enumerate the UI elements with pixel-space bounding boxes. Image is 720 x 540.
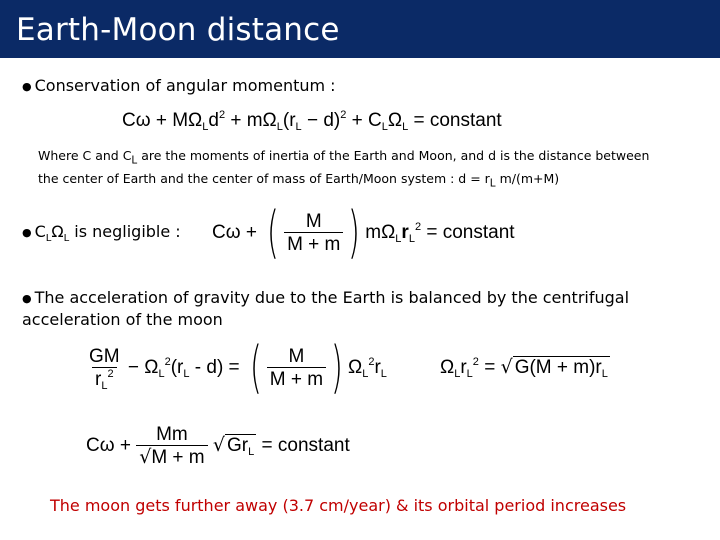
bullet-negligible: ● $C_L\Omega_L$ is negligible : <box>22 222 181 245</box>
equation-final: Cω + $\frac{Mm}{√M + m}$ √ $Gr_L$ = constant <box>86 424 350 468</box>
conclusion-text: The moon gets further away (3.7 cm/year) & its orbital period increases <box>50 496 627 515</box>
bullet-gravity-balance: ● The acceleration of gravity due to the Earth is balanced by the centrifugal acceleration of the moon <box>22 288 630 329</box>
bullet-dot-icon: ● <box>22 292 32 305</box>
equation-gravity-balance: $\frac{GM}{r_L^2}$ − $\Omega_L^2(r_L - d)$ = ( $\frac{M}{M + m}$ ) $\Omega_L^2r_L$ <box>89 335 387 400</box>
note-line-2: the center of Earth and the center of mass of Earth/Moon system : $d = r_L$ m/(m+M) <box>38 170 560 189</box>
bullet-angular-momentum <box>22 76 336 98</box>
definition-note <box>38 147 649 192</box>
bullet-dot-icon: ● <box>22 226 32 239</box>
sqrt-icon: √ <box>212 434 226 457</box>
equation-angular-momentum: $C\omega + M\Omega_Ld^2 + m\Omega_L(r_L - d)^2 + C_L\Omega_L$ = constant <box>122 109 502 133</box>
title-bar <box>0 0 720 58</box>
sqrt-icon: √ <box>500 356 513 378</box>
note-line-1: Where C and $C_L$ are the moments of inertia of the Earth and Moon, and d is the distance between <box>38 148 650 167</box>
sqrt-icon: √ <box>139 446 152 468</box>
bullet-dot-icon: ● <box>22 80 32 93</box>
equation-reduced: Cω + ( $\frac{M}{M + m}$ ) $m\Omega_Lr_L^2$ = constant <box>212 200 515 265</box>
equation-orbital-relation: $\Omega_Lr_L^2$ = √ $G(M + m)r_L$ <box>440 356 608 380</box>
slide-title: Earth-Moon distance <box>16 12 340 48</box>
bullet-text: Conservation of angular momentum : <box>34 76 336 95</box>
